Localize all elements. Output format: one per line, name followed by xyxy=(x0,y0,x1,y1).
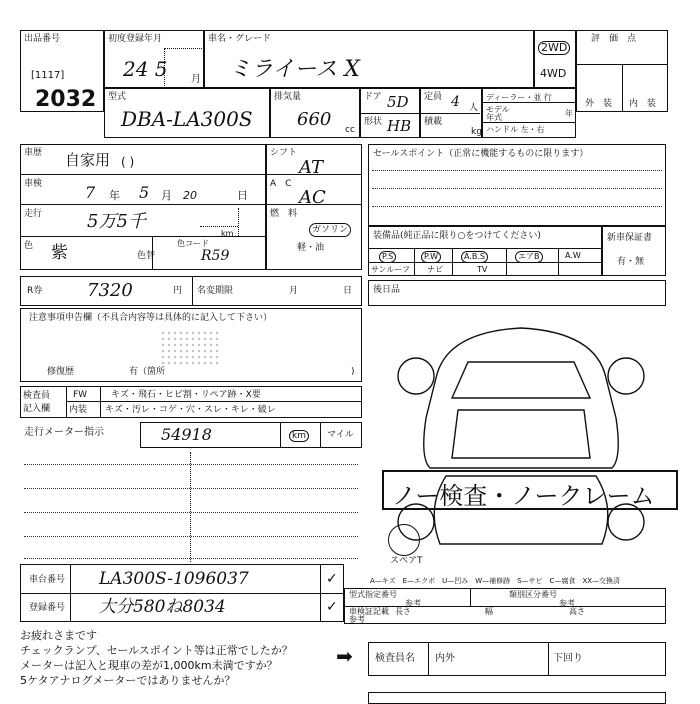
caution-label: 注意事項申告欄（不具合内容等は具体的に記入して下さい） xyxy=(29,313,273,323)
meter-label: 走行メーター指示 xyxy=(24,427,104,438)
car-name-value: ミライース X xyxy=(229,57,360,82)
cert-height: 高さ xyxy=(569,607,585,616)
color-change-label: 色替 xyxy=(137,251,156,261)
footer-arrow: ➡ xyxy=(336,644,353,668)
shape-value: HB xyxy=(387,117,412,135)
recycle-label: R券 xyxy=(27,286,43,296)
displacement-label: 排気量 xyxy=(274,92,302,102)
front-right-wheel xyxy=(608,358,644,394)
warranty-options: 有・無 xyxy=(617,257,645,267)
equip-abs: A.B.S xyxy=(461,251,488,263)
fuel-label: 燃 料 xyxy=(270,209,298,219)
first-reg-value: 24 5 xyxy=(123,57,168,81)
doors-value: 5D xyxy=(387,93,409,111)
recycle-unit: 円 xyxy=(173,286,183,296)
load-unit: kg xyxy=(471,127,482,137)
later-day-label: 後日品 xyxy=(373,285,401,295)
meter-box xyxy=(140,422,362,448)
cert-length: 長さ xyxy=(395,607,411,616)
first-registration-box xyxy=(104,30,204,88)
inspector-name-label: 検査員名 xyxy=(375,653,415,664)
underside-label: 下回り xyxy=(553,653,583,664)
capacity-unit: 人 xyxy=(469,103,479,113)
car-name-label: 車名・グレード xyxy=(208,34,272,44)
name-change-day: 日 xyxy=(343,286,353,296)
model-value: DBA-LA300S xyxy=(121,107,253,131)
spare-tire-circle xyxy=(388,524,420,556)
cert-label: 車検証記載 xyxy=(349,607,389,616)
sales-point-box xyxy=(368,144,666,226)
interior-notes-text: キズ・汚レ・コゲ・穴・スレ・キレ・破レ xyxy=(105,405,276,415)
designation-reference: 参考 xyxy=(405,599,421,608)
model-year-unit: 年 xyxy=(565,109,573,118)
inspection-month: 5 xyxy=(139,183,150,202)
mileage-value: 5万5千 xyxy=(87,211,146,232)
check-mark-2: ✓ xyxy=(326,599,338,615)
fw-text: キズ・飛石・ヒビ割・リペア跡・X要 xyxy=(111,390,261,400)
sales-point-label: セールスポイント（正常に機能するものに限ります） xyxy=(373,149,589,159)
footer-line-4: 5ケタアナログメーターではありませんか？ xyxy=(20,674,236,687)
inspection-day: 20 xyxy=(183,189,197,202)
car-roof xyxy=(452,410,590,458)
displacement-unit: cc xyxy=(345,125,355,135)
model-box xyxy=(104,88,270,138)
drive-2wd: 2WD xyxy=(538,41,570,55)
dealer-label: ディーラー・並 行 xyxy=(486,93,552,102)
meter-km: km xyxy=(289,430,309,442)
first-reg-label: 初度登録年月 xyxy=(108,34,163,44)
footer-line-2: チェックランプ、セールスポイント等は正常でしたか？ xyxy=(20,644,293,657)
doors-label: ドア xyxy=(364,92,382,102)
category-reference: 参考 xyxy=(559,599,575,608)
designation-label: 型式指定番号 xyxy=(349,590,397,599)
footer-notes xyxy=(20,628,293,688)
footer-line-1: お疲れさまです xyxy=(20,629,97,642)
year-unit: 年 xyxy=(109,189,120,202)
interior-notes-label: 内装 xyxy=(69,405,88,415)
inspection-label: 車検 xyxy=(24,179,43,189)
spare-label: スペアT xyxy=(390,556,423,566)
day-unit: 日 xyxy=(237,189,248,202)
lot-number: 2032 xyxy=(35,87,97,112)
equip-tv: TV xyxy=(477,265,488,274)
car-name-box xyxy=(204,30,534,88)
meter-mile: マイル xyxy=(327,430,354,440)
plate-label: 登録番号 xyxy=(29,603,66,613)
fuel-gas: ガソリン xyxy=(309,223,351,237)
color-code-value: R59 xyxy=(201,248,230,264)
shift-label: シフト xyxy=(270,148,298,158)
mileage-label: 走行 xyxy=(24,209,43,219)
recycle-box xyxy=(20,276,362,306)
displacement-box xyxy=(270,88,360,138)
displacement-value: 660 xyxy=(297,109,332,130)
fw-label: FW xyxy=(73,390,88,400)
no-claim-stamp xyxy=(382,470,678,510)
chassis-value: LA300S-1096037 xyxy=(99,569,249,589)
color-code-label: 色コード xyxy=(177,239,209,248)
history-paren: ( ) xyxy=(121,155,135,169)
name-change-label: 名変期限 xyxy=(197,286,234,296)
inspection-year: 7 xyxy=(85,183,96,202)
ac-value: AC xyxy=(299,187,326,208)
fuel-light-oil: 軽・油 xyxy=(297,243,325,253)
shape-label: 形状 xyxy=(364,117,383,127)
repair-label: 修復歴 xyxy=(47,367,75,377)
exterior-label: 外 装 xyxy=(585,99,613,109)
mileage-unit: km xyxy=(221,229,234,238)
category-label: 類別区分番号 xyxy=(509,590,557,599)
cert-width: 幅 xyxy=(485,607,493,616)
later-day-box xyxy=(368,280,666,306)
vehicle-details-box xyxy=(20,144,266,270)
equip-aw: A.W xyxy=(565,251,581,260)
equip-sunroof: サンルーフ xyxy=(371,265,410,274)
equip-airbag: エアB xyxy=(515,251,543,263)
equipment-label: 装備品(純正品に限り○をつけてください) xyxy=(373,231,541,241)
model-year-label: モデル 年式 xyxy=(486,105,510,122)
smudge xyxy=(160,330,220,366)
cert-reference: 参考 xyxy=(349,615,365,624)
load-label: 積載 xyxy=(424,117,443,127)
footer-line-3: メーターは記入と現車の差が1,000km未満ですか？ xyxy=(20,659,278,672)
front-left-wheel xyxy=(398,358,434,394)
bottom-box xyxy=(368,692,666,704)
score-label: 評 価 点 xyxy=(591,34,637,44)
shift-value: AT xyxy=(299,157,324,178)
warranty-label: 新車保証書 xyxy=(607,233,653,243)
history-value: 自家用 xyxy=(65,151,111,169)
equip-ps: P.S xyxy=(379,251,396,263)
chassis-label: 車台番号 xyxy=(29,575,66,585)
month-unit: 月 xyxy=(161,189,172,202)
equip-navi: ナビ xyxy=(427,265,443,274)
shift-box xyxy=(266,144,362,270)
inspector-label: 検査員 記入欄 xyxy=(23,391,51,414)
capacity-box xyxy=(420,88,482,138)
model-label: 型式 xyxy=(108,92,127,102)
color-label: 色 xyxy=(24,241,34,251)
equipment-box xyxy=(368,226,602,276)
capacity-label: 定員 xyxy=(424,92,443,102)
plate-value: 大分580ね8034 xyxy=(99,597,226,617)
repair-value: 有（箇所 xyxy=(129,367,166,377)
inspector-signature-box xyxy=(368,642,666,676)
warranty-box xyxy=(602,226,666,276)
check-mark-1: ✓ xyxy=(326,571,338,587)
first-reg-month-unit: 月 xyxy=(191,74,201,85)
drive-4wd: 4WD xyxy=(540,67,567,80)
inspector-notes-box xyxy=(20,386,362,418)
repair-close: ) xyxy=(351,367,355,377)
name-change-month: 月 xyxy=(289,286,299,296)
capacity-value: 4 xyxy=(451,94,460,110)
stamp-text: ノー検査・ノークレーム xyxy=(392,482,655,510)
interior-label: 内 装 xyxy=(629,99,657,109)
handle-label: ハンドル 左・右 xyxy=(486,125,545,134)
history-label: 車歴 xyxy=(24,148,43,158)
ac-label: A C xyxy=(270,179,292,189)
dealer-box xyxy=(482,88,576,138)
lot-label: 出品番号 xyxy=(24,34,61,44)
lot-code: [1117] xyxy=(31,70,65,81)
drive-box xyxy=(534,30,576,88)
equip-pw: P.W xyxy=(421,251,441,263)
car-windshield xyxy=(452,362,590,398)
car-damage-diagram xyxy=(376,318,666,558)
damage-legend: A—キズ E—エクボ U—凹み W—補修跡 S—サビ C—腐食 XX—交換済 xyxy=(370,577,621,585)
meter-value: 54918 xyxy=(161,425,212,444)
color-value: 紫 xyxy=(51,243,68,263)
lot-number-box xyxy=(20,30,104,112)
recycle-value: 7320 xyxy=(87,280,133,301)
inside-label: 内外 xyxy=(435,653,455,664)
